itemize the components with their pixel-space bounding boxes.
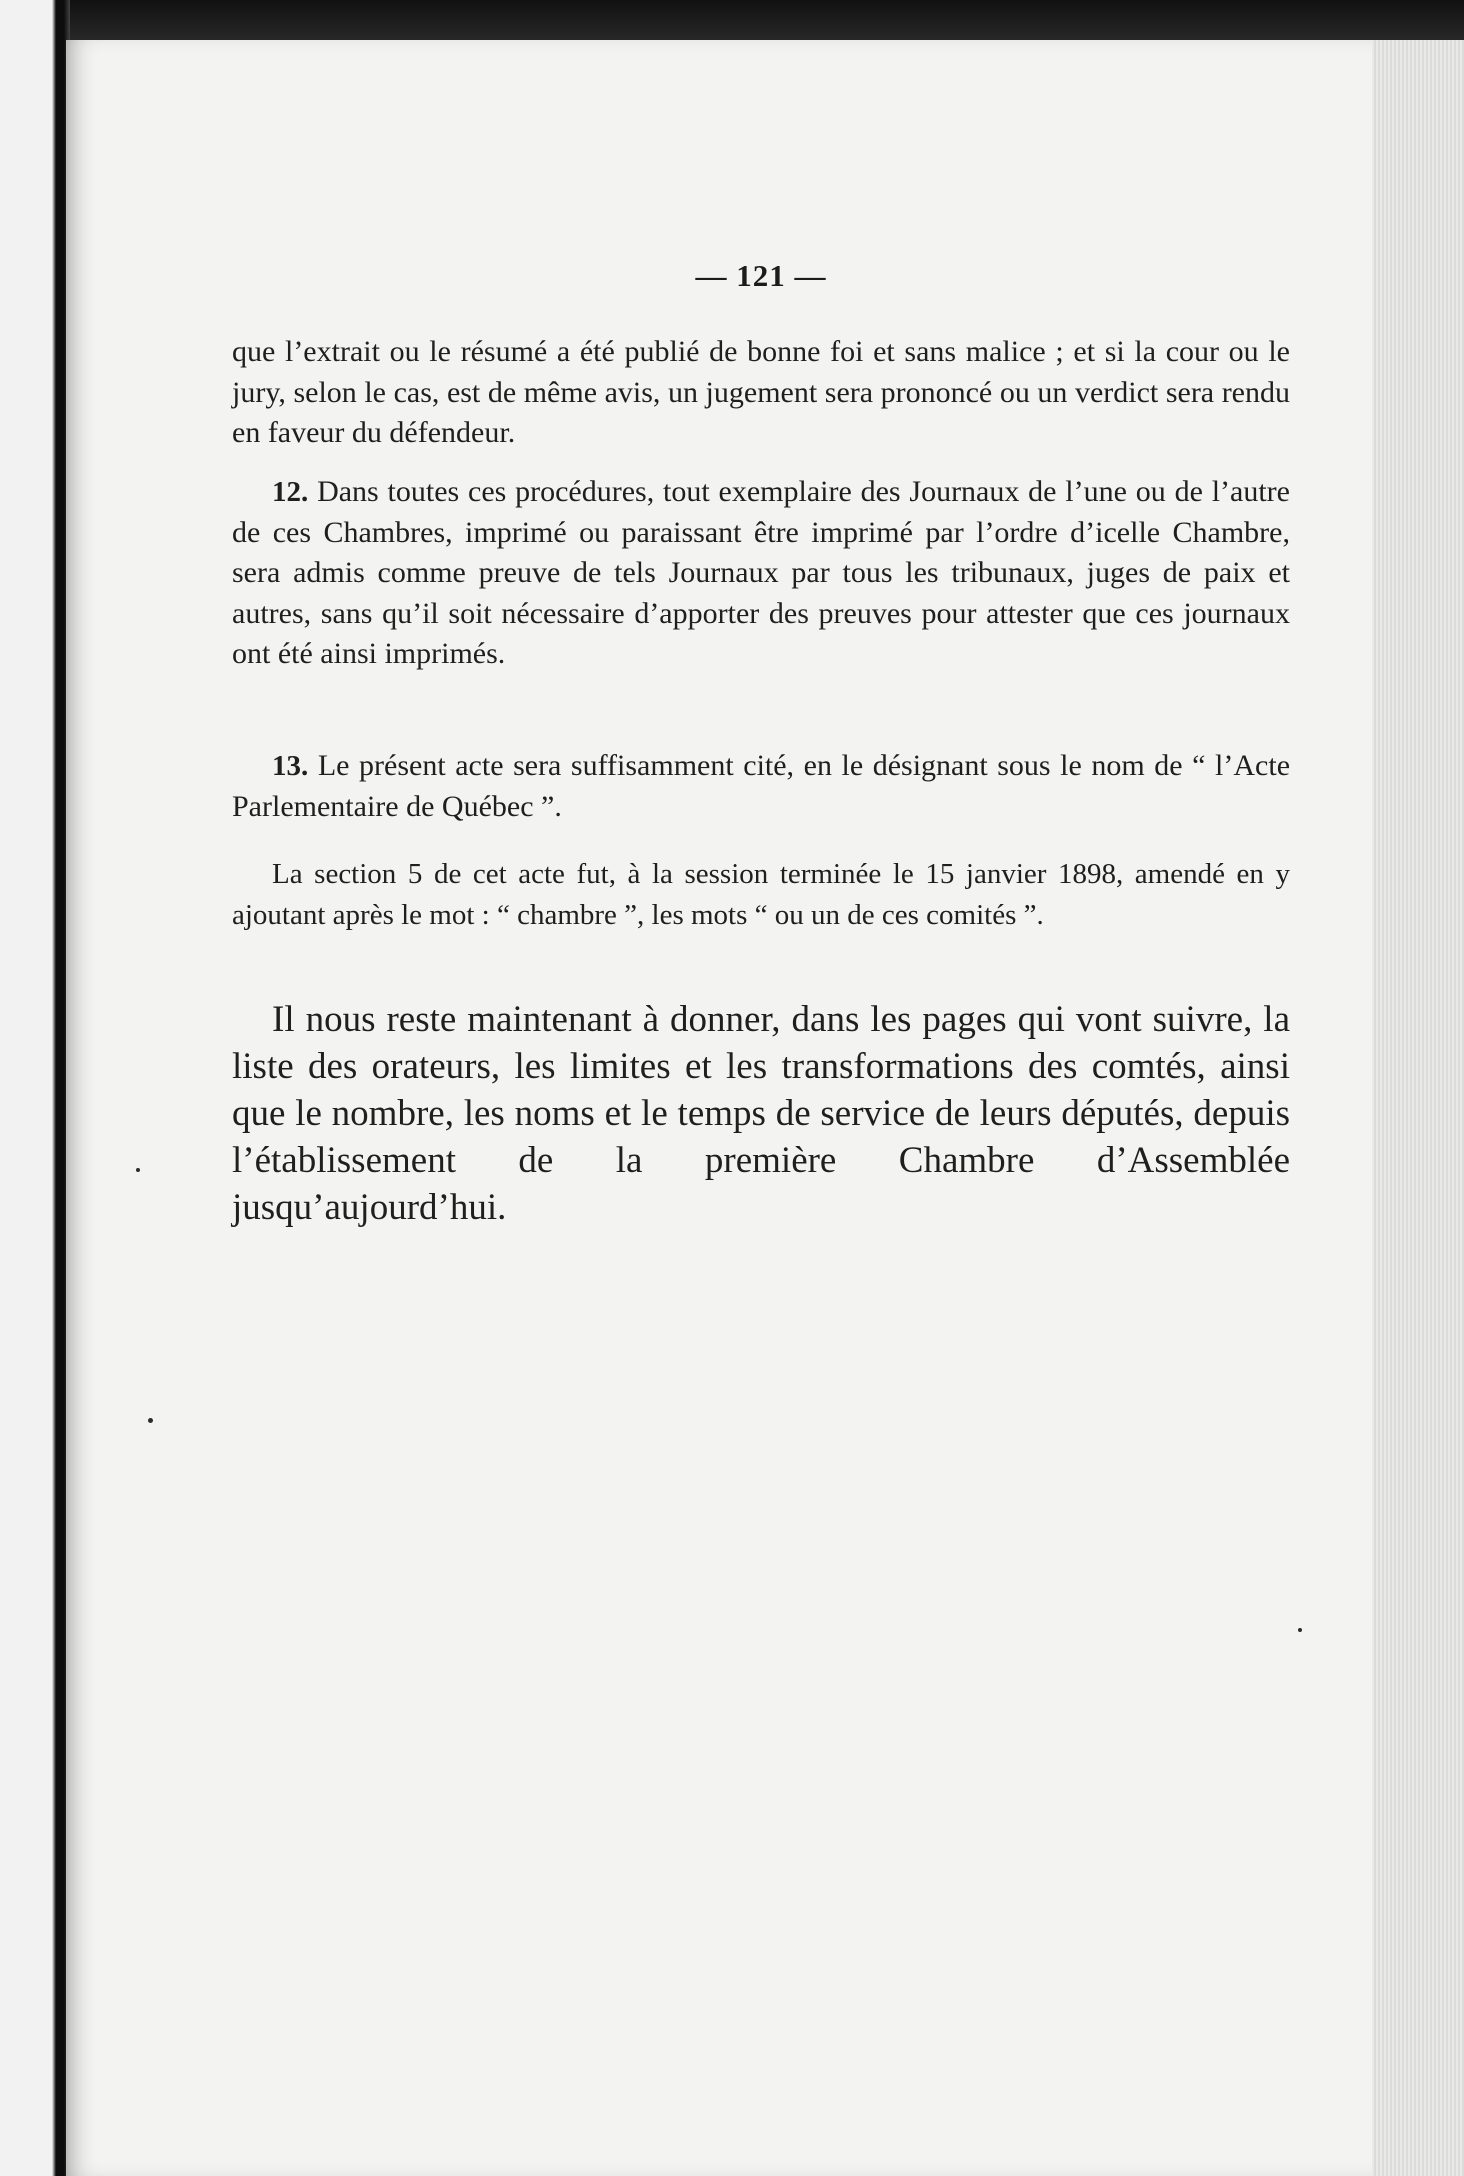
paragraph-continuation [232, 332, 1290, 454]
paragraph-text: que l’extrait ou le résumé a été publié de bonne foi et sans malice ; et si la cour ou le jury, selon le cas, est de même avis, un jugement sera prononcé ou un verdict sera rendu en faveur du défendeur. [232, 335, 1290, 449]
paragraph-text: Il nous reste maintenant à donner, dans les pages qui vont suivre, la liste des orateurs, les limites et les transformations des comtés, ainsi que le nombre, les noms et le temps de service de leurs députés, depuis l’établissement de la première Chambre d’Assemblée jusqu’aujourd’hui. [232, 999, 1290, 1228]
closing-paragraph [232, 996, 1290, 1231]
scan-speck [136, 1168, 140, 1172]
amendment-note [232, 854, 1290, 935]
page-stack-edge [1372, 40, 1464, 2176]
article-text: Le présent acte sera suffisamment cité, en le désignant sous le nom de “ l’Acte Parlementaire de Québec ”. [232, 749, 1291, 823]
paragraph-text: La section 5 de cet acte fut, à la session terminée le 15 janvier 1898, amendé en y ajoutant après le mot : “ chambre ”, les mots “ ou un de ces comités ”. [232, 858, 1290, 931]
page-number: — 121 — [695, 258, 827, 293]
scan-speck [1298, 1628, 1302, 1632]
scan-speck [148, 1418, 153, 1423]
article-12 [232, 472, 1290, 675]
article-text: Dans toutes ces procédures, tout exemplaire des Journaux de l’une ou de l’autre de ces Chambres, imprimé ou paraissant être imprimé par l’ordre d’icelle Chambre, sera admis comme preuve de tels Journaux par tous les tribunaux, juges de paix et autres, sans qu’il soit nécessaire d’apporter des preuves pour attester que ces journaux ont été ainsi imprimés. [232, 475, 1290, 670]
article-number: 12. [272, 476, 309, 508]
article-13 [232, 746, 1290, 827]
scan-top-shadow [66, 0, 1464, 44]
book-page [66, 40, 1396, 2176]
facing-page-edge [0, 0, 70, 2176]
article-number: 13. [272, 750, 309, 782]
